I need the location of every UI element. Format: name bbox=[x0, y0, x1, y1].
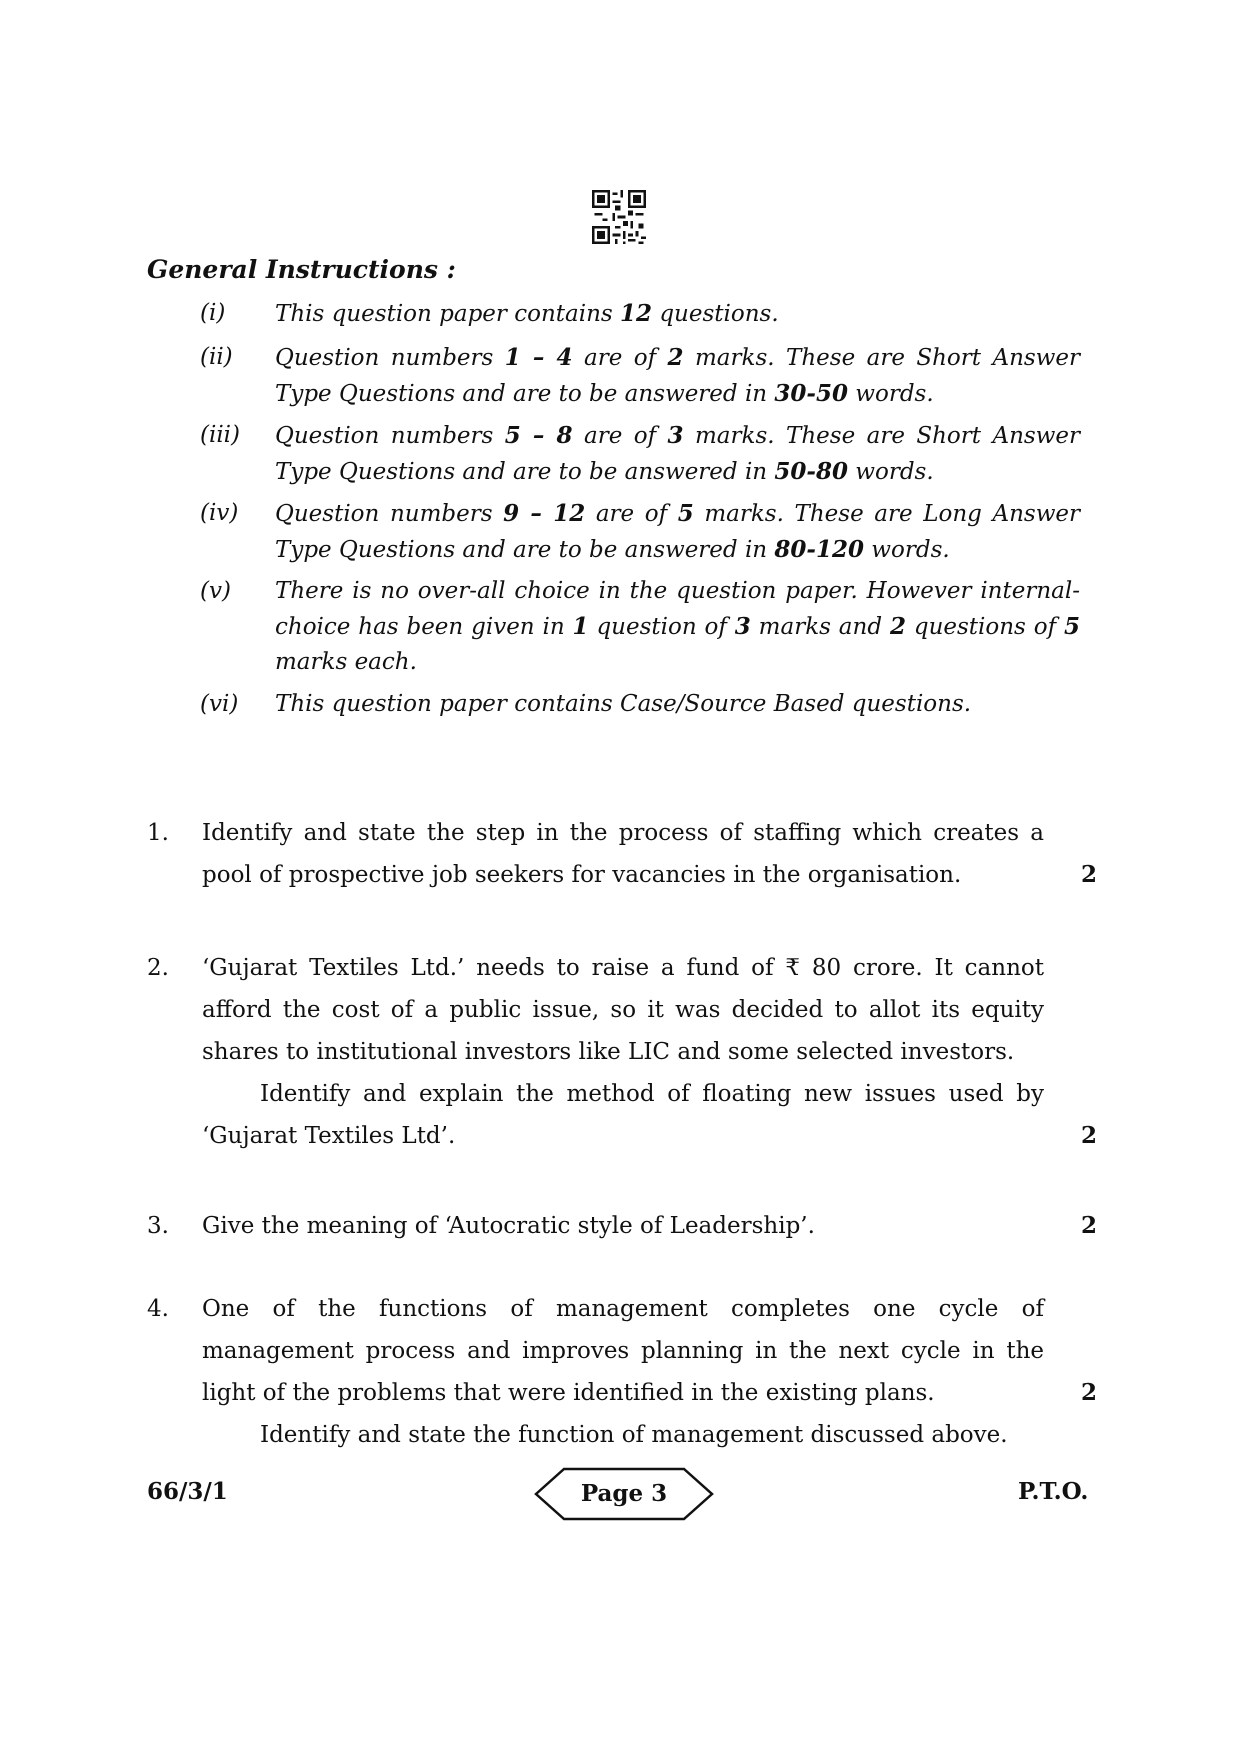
instruction-item bbox=[200, 296, 1080, 332]
paper-code: 66/3/1 bbox=[147, 1478, 228, 1505]
instruction-text: Question numbers 9 – 12 are of 5 marks. These are Long Answer Type Questions and are to be answered in 80-120 words. bbox=[275, 500, 1080, 563]
question-number: 4. bbox=[147, 1296, 169, 1322]
instruction-text: This question paper contains 12 questions. bbox=[275, 300, 779, 327]
general-instructions-heading: General Instructions : bbox=[147, 255, 456, 284]
question-text: Give the meaning of ‘Autocratic style of Leadership’. bbox=[202, 1213, 815, 1239]
instruction-number: (v) bbox=[200, 578, 231, 604]
question-marks: 2 bbox=[1080, 1379, 1097, 1406]
instruction-number: (i) bbox=[200, 300, 226, 326]
question-number: 2. bbox=[147, 955, 169, 981]
question-number: 1. bbox=[147, 820, 169, 846]
page-number: Page 3 bbox=[580, 1480, 668, 1507]
instruction-item bbox=[200, 340, 1080, 412]
question-number: 3. bbox=[147, 1213, 169, 1239]
instruction-text: There is no over-all choice in the question paper. However internal-choice has been given in 1 question of 3 marks and 2 questions of 5 marks each. bbox=[275, 578, 1080, 675]
pto-label: P.T.O. bbox=[1018, 1478, 1089, 1505]
instruction-text: Question numbers 1 – 4 are of 2 marks. These are Short Answer Type Questions and are to be answered in 30-50 words. bbox=[275, 344, 1080, 407]
page-number-badge bbox=[534, 1466, 714, 1522]
instruction-number: (iii) bbox=[200, 422, 241, 448]
instruction-item bbox=[200, 496, 1080, 568]
question-marks: 2 bbox=[1080, 1122, 1097, 1149]
question-text: ‘Gujarat Textiles Ltd.’ needs to raise a fund of ₹ 80 crore. It cannot afford the cost of a public issue, so it was decided to allot its equity shares to institutional investors like LIC and some selected investors. Identify and explain the method of floating new issues used by ‘Gujarat Textiles Ltd’. bbox=[202, 947, 1044, 1157]
instruction-text: This question paper contains Case/Source Based questions. bbox=[275, 691, 972, 717]
question-text: Identify and state the step in the process of staffing which creates a pool of prospective job seekers for vacancies in the organisation. bbox=[202, 820, 1044, 888]
question-marks: 2 bbox=[1080, 1212, 1097, 1239]
question-subtext: Identify and state the function of management discussed above. bbox=[260, 1422, 1008, 1448]
instruction-text: Question numbers 5 – 8 are of 3 marks. These are Short Answer Type Questions and are to be answered in 50-80 words. bbox=[275, 422, 1080, 485]
instruction-number: (ii) bbox=[200, 344, 233, 370]
question-subtext: Identify and explain the method of floating new issues used by ‘Gujarat Textiles Ltd’. bbox=[202, 1081, 1044, 1149]
instruction-number: (vi) bbox=[200, 691, 239, 717]
question-2 bbox=[147, 947, 1097, 1157]
question-marks: 2 bbox=[1080, 861, 1097, 888]
qr-code-icon bbox=[592, 190, 646, 244]
instruction-item bbox=[200, 418, 1080, 490]
instruction-item bbox=[200, 574, 1080, 680]
instruction-item bbox=[200, 687, 1080, 722]
question-3 bbox=[147, 1205, 1097, 1247]
question-4 bbox=[147, 1288, 1097, 1456]
question-text: One of the functions of management completes one cycle of management process and improves planning in the next cycle in the light of the problems that were identified in the existing plans. Identify and state the function of management discussed above. bbox=[202, 1288, 1044, 1456]
question-1 bbox=[147, 812, 1097, 896]
instruction-number: (iv) bbox=[200, 500, 239, 526]
